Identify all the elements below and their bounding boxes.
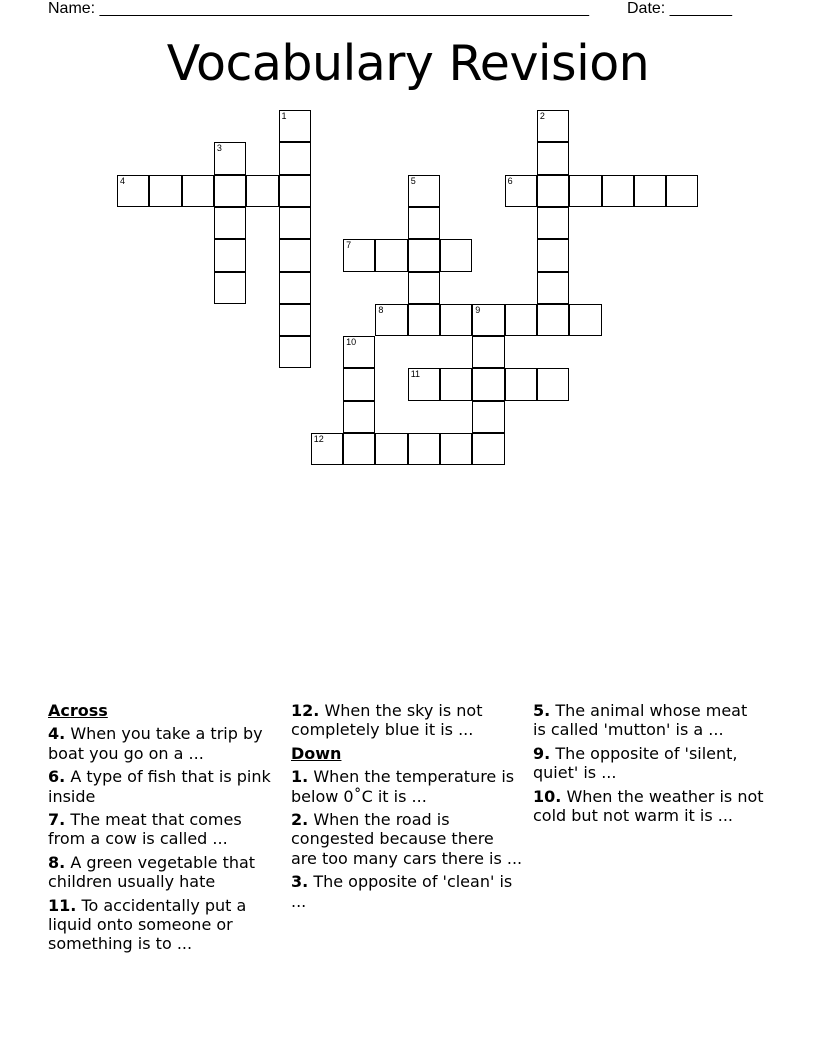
clue-text: When you take a trip by boat you go on a ... — [48, 724, 263, 763]
clue-number: 1. — [291, 767, 309, 787]
clue-number: 12. — [291, 701, 320, 720]
cell-number: 3 — [216, 143, 222, 154]
cell-number: 10 — [346, 337, 357, 348]
clue-text: The animal whose meat is called 'mutton' is a ... — [533, 701, 748, 740]
clue-across-6 — [48, 767, 280, 806]
clue-down-1 — [291, 767, 523, 806]
crossword-cell[interactable] — [279, 272, 311, 304]
crossword-cell[interactable] — [440, 239, 472, 271]
cell-number: 11 — [410, 369, 421, 380]
crossword-cell[interactable] — [537, 304, 569, 336]
clues-column-3 — [533, 701, 765, 829]
clue-number: 9. — [533, 743, 551, 763]
cell-number: 1 — [281, 111, 287, 121]
crossword-cell[interactable] — [214, 175, 246, 207]
clue-down-2 — [291, 810, 523, 868]
crossword-cell[interactable] — [472, 368, 504, 400]
crossword-cell[interactable] — [602, 175, 634, 207]
crossword-cell[interactable] — [408, 175, 440, 207]
crossword-cell[interactable] — [246, 175, 278, 207]
crossword-cell[interactable] — [149, 175, 181, 207]
crossword-cell[interactable] — [440, 368, 472, 400]
clue-across-8 — [48, 853, 280, 892]
crossword-cell[interactable] — [537, 142, 569, 174]
crossword-cell[interactable] — [343, 433, 375, 465]
crossword-cell[interactable] — [279, 239, 311, 271]
crossword-cell[interactable] — [279, 110, 311, 142]
clue-across-12 — [291, 701, 523, 740]
clue-across-4 — [48, 724, 280, 763]
clues-column-2 — [291, 701, 523, 915]
crossword-cell[interactable] — [375, 304, 407, 336]
crossword-cell[interactable] — [214, 207, 246, 239]
clue-number: 7. — [48, 810, 66, 830]
cell-number: 9 — [475, 304, 481, 315]
cell-number: 6 — [507, 175, 513, 186]
crossword-cell[interactable] — [537, 368, 569, 400]
crossword-cell[interactable] — [569, 175, 601, 207]
crossword-cell[interactable] — [408, 239, 440, 271]
clue-down-10 — [533, 787, 765, 826]
clue-text: To accidentally put a liquid onto someone or something is to ... — [48, 895, 247, 954]
crossword-cell[interactable] — [666, 175, 698, 207]
crossword-cell[interactable] — [343, 368, 375, 400]
clue-number: 11. — [48, 895, 77, 915]
crossword-cell[interactable] — [537, 272, 569, 304]
crossword-cell[interactable] — [440, 304, 472, 336]
date-field[interactable]: Date: _______ — [627, 0, 732, 17]
crossword-cell[interactable] — [279, 336, 311, 368]
crossword-cell[interactable] — [214, 142, 246, 174]
crossword-cell[interactable] — [505, 175, 537, 207]
crossword-cell[interactable] — [343, 336, 375, 368]
clue-number: 8. — [48, 852, 66, 872]
crossword-cell[interactable] — [279, 207, 311, 239]
cell-number: 8 — [378, 304, 384, 315]
crossword-cell[interactable] — [569, 304, 601, 336]
crossword-cell[interactable] — [214, 239, 246, 271]
clue-text: The meat that comes from a cow is called ... — [48, 810, 242, 849]
crossword-cell[interactable] — [537, 110, 569, 142]
crossword-cell[interactable] — [408, 207, 440, 239]
clue-number: 4. — [48, 724, 66, 744]
clue-number: 5. — [533, 701, 551, 720]
clue-text: When the sky is not completely blue it is ... — [291, 701, 483, 740]
crossword-cell[interactable] — [408, 272, 440, 304]
clue-number: 2. — [291, 810, 309, 830]
crossword-cell[interactable] — [375, 433, 407, 465]
crossword-cell[interactable] — [634, 175, 666, 207]
crossword-cell[interactable] — [117, 175, 149, 207]
crossword-cell[interactable] — [472, 336, 504, 368]
clue-down-9 — [533, 744, 765, 783]
clues-column-1 — [48, 701, 280, 958]
clue-number: 6. — [48, 767, 66, 787]
cell-number: 12 — [313, 434, 324, 444]
crossword-cell[interactable] — [279, 142, 311, 174]
crossword-cell[interactable] — [214, 272, 246, 304]
down-heading: Down — [291, 743, 342, 763]
crossword-cell[interactable] — [472, 304, 504, 336]
crossword-cell[interactable] — [279, 175, 311, 207]
clue-text: A green vegetable that children usually hate — [48, 852, 256, 892]
cell-number: 2 — [539, 111, 545, 121]
page-title: Vocabulary Revision — [166, 35, 650, 92]
crossword-cell[interactable] — [408, 368, 440, 400]
crossword-cell[interactable] — [505, 304, 537, 336]
crossword-cell[interactable] — [472, 433, 504, 465]
clue-down-5 — [533, 701, 765, 740]
clue-text: The opposite of 'silent, quiet' is ... — [533, 743, 738, 783]
crossword-cell[interactable] — [279, 304, 311, 336]
crossword-cell[interactable] — [537, 239, 569, 271]
crossword-cell[interactable] — [408, 304, 440, 336]
clue-text: The opposite of 'clean' is ... — [291, 872, 513, 911]
clue-down-3 — [291, 872, 523, 911]
clue-text: When the temperature is below 0˚C it is ... — [291, 767, 515, 806]
crossword-cell[interactable] — [472, 401, 504, 433]
cell-number: 5 — [410, 175, 416, 186]
clue-text: When the road is congested because there are too many cars there is ... — [291, 810, 523, 868]
crossword-cell[interactable] — [311, 433, 343, 465]
across-heading: Across — [48, 701, 108, 720]
crossword-cell[interactable] — [375, 239, 407, 271]
crossword-cell[interactable] — [343, 239, 375, 271]
cell-number: 4 — [120, 175, 126, 186]
crossword-cell[interactable] — [408, 433, 440, 465]
clue-text: A type of fish that is pink inside — [48, 767, 271, 806]
clue-text: When the weather is not cold but not warm it is ... — [533, 786, 764, 826]
clue-number: 3. — [291, 872, 309, 892]
cell-number: 7 — [346, 240, 352, 251]
crossword-cell[interactable] — [505, 368, 537, 400]
crossword-cell[interactable] — [537, 175, 569, 207]
clue-number: 10. — [533, 786, 562, 806]
clue-across-11 — [48, 896, 280, 954]
name-field[interactable]: Name: _______________________________________________________ — [48, 0, 589, 17]
clue-across-7 — [48, 810, 280, 849]
crossword-cell[interactable] — [182, 175, 214, 207]
crossword-cell[interactable] — [537, 207, 569, 239]
crossword-cell[interactable] — [343, 401, 375, 433]
crossword-cell[interactable] — [440, 433, 472, 465]
